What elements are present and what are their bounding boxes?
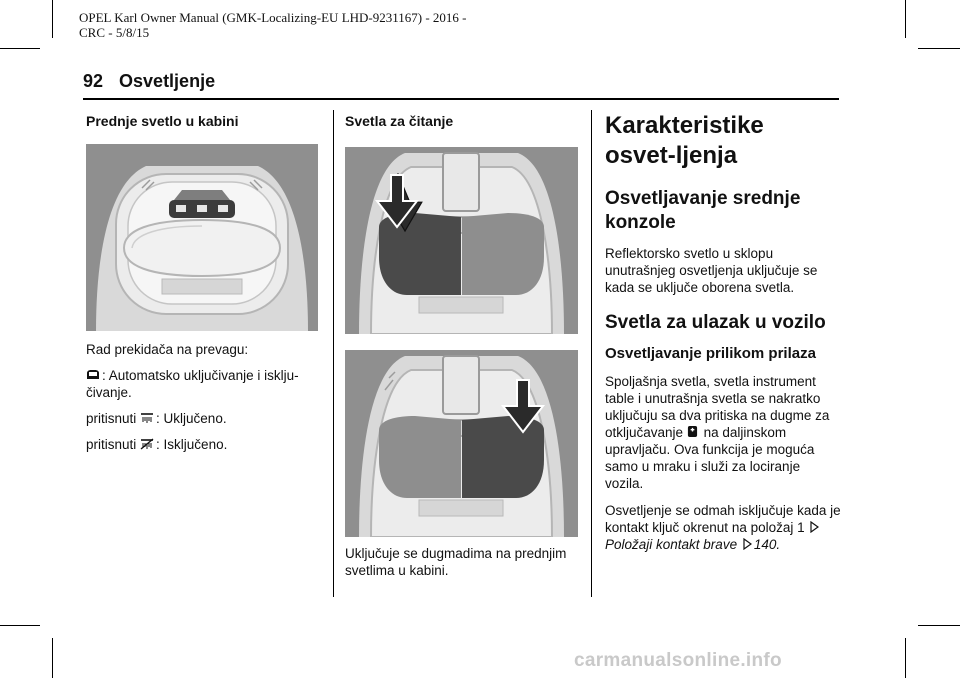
page-heading bbox=[83, 70, 839, 92]
on-description: : Uključeno. bbox=[156, 411, 227, 426]
section-heading: Prednje svetlo u kabini bbox=[86, 113, 239, 129]
switch-off-text-part1: Osvetljenje se odmah isključuje kada je kontakt ključ okrenut na položaj 1 bbox=[605, 503, 841, 535]
section-heading: Svetla za ulazak u vozilo bbox=[605, 312, 826, 333]
on-prefix: pritisnuti bbox=[86, 411, 137, 426]
auto-mode-text bbox=[86, 367, 322, 401]
section-heading: Osvetljavanje srednje konzole bbox=[605, 188, 801, 233]
column-divider bbox=[591, 110, 592, 597]
column-2 bbox=[345, 111, 581, 579]
page-title: Osvetljenje bbox=[119, 71, 216, 91]
unlock-key-icon bbox=[687, 425, 698, 438]
watermark: carmanualsonline.info bbox=[574, 650, 782, 671]
dome-light-illustration bbox=[86, 144, 318, 331]
switch-off-text bbox=[605, 502, 841, 553]
column-divider bbox=[333, 110, 334, 597]
cross-reference-icon bbox=[810, 521, 819, 533]
print-header-line2: CRC - 5/8/15 bbox=[79, 25, 150, 40]
on-mode-text bbox=[86, 410, 322, 427]
interior-light-off-icon bbox=[140, 438, 154, 450]
approach-text-part1: Spoljašnja svetla, svetla instrument table i unutrašnja svetla se nakratko uključuju sa dva pritiska na dugme za otključavanje bbox=[605, 374, 830, 440]
cross-reference-page[interactable]: 140. bbox=[753, 537, 781, 552]
crop-mark bbox=[0, 48, 40, 49]
column-1 bbox=[86, 111, 322, 453]
reading-light-left-illustration bbox=[345, 147, 578, 334]
approach-text-part2: na daljinskom upravljaču. Ova funkcija je moguća samo u mraku i služi za lociranje vozila. bbox=[605, 425, 815, 491]
column-3 bbox=[605, 111, 841, 553]
crop-mark bbox=[52, 638, 53, 678]
section-heading: Svetla za čitanje bbox=[345, 113, 454, 129]
console-lighting-text: Reflektorsko svetlo u sklopu unutrašnjeg osvetljenja uključuje se kada se uključe oborena svetla. bbox=[605, 246, 818, 295]
subsection-heading: Osvetljavanje prilikom prilaza bbox=[605, 345, 816, 362]
off-description: : Isključeno. bbox=[156, 437, 228, 452]
crop-mark bbox=[0, 625, 40, 626]
header-rule bbox=[83, 98, 839, 100]
cross-reference-link[interactable]: Položaji kontakt brave bbox=[605, 537, 738, 552]
off-prefix: pritisnuti bbox=[86, 437, 137, 452]
reading-light-caption: Uključuje se dugmadima na prednjim svetlima u kabini. bbox=[345, 546, 567, 578]
chapter-title: Karakteristike osvet-ljenja bbox=[605, 112, 764, 169]
page-number: 92 bbox=[83, 71, 104, 91]
off-mode-text bbox=[86, 436, 322, 453]
cross-reference-icon bbox=[743, 538, 752, 550]
approach-lighting-text bbox=[605, 373, 841, 492]
auto-mode-description: : Automatsko uključivanje i isklju-čivanje. bbox=[86, 368, 299, 400]
crop-mark bbox=[52, 0, 53, 38]
switch-intro: Rad prekidača na prevagu: bbox=[86, 342, 249, 357]
print-header-line1: OPEL Karl Owner Manual (GMK-Localizing-EU LHD-9231167) - 2016 - bbox=[79, 10, 467, 25]
crop-mark bbox=[918, 48, 960, 49]
door-light-icon bbox=[86, 369, 100, 381]
print-header bbox=[79, 10, 467, 40]
interior-light-on-icon bbox=[140, 412, 154, 424]
crop-mark bbox=[905, 638, 906, 678]
crop-mark bbox=[918, 625, 960, 626]
crop-mark bbox=[905, 0, 906, 38]
reading-light-right-illustration bbox=[345, 350, 578, 537]
